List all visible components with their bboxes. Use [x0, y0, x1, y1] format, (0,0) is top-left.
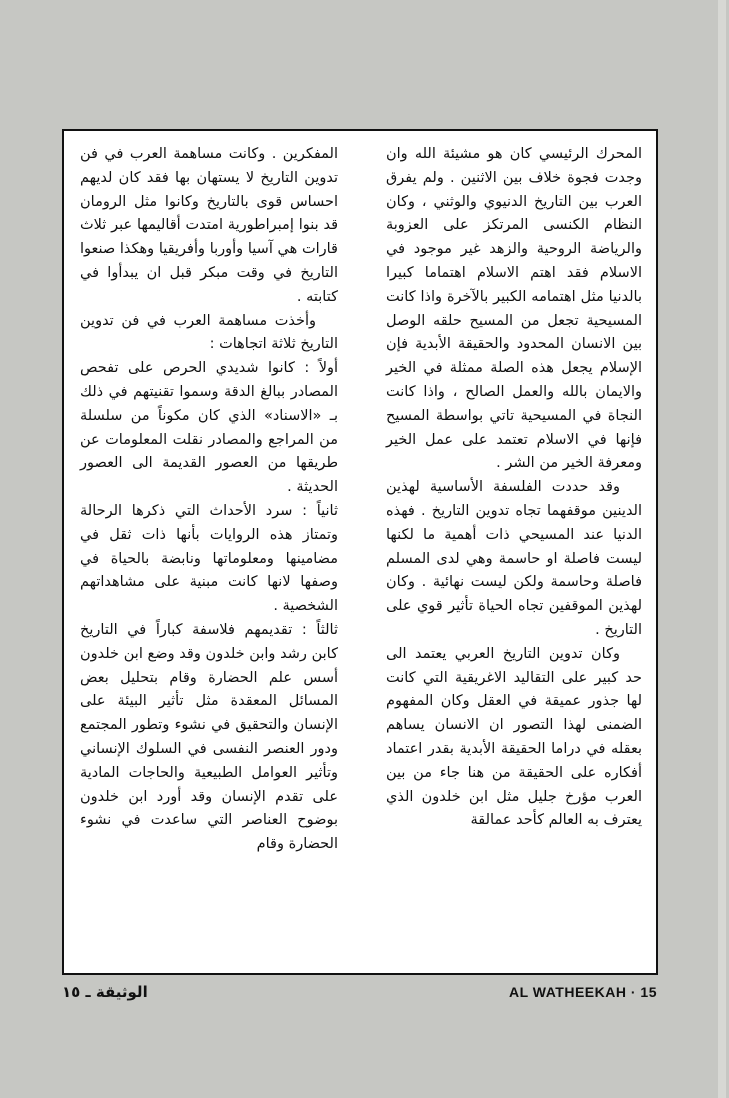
paragraph: وكان تدوين التاريخ العربي يعتمد الى حد كبير على التقاليد الاغريقية التي كانت لها جذور عميقة في العقل وكان المفهوم الضمنى لهذا التصور ان الانسان يساهم بعقله في دراما الحقيقة الأبدية بقدر اعتماد أفكاره على الحقيقة من هنا جاء من بين العرب مؤرخ جليل مثل ابن خلدون الذي يعترف به العالم كأحد عمالقة — [386, 645, 642, 829]
paragraph: وقد حددت الفلسفة الأساسية لهذين الدينين موقفهما تجاه تدوين التاريخ . فهذه الدنيا عند المسيحي ذات أهمية ما لكنها ليست فاصلة او حاسمة وهي لدى المسلم فاصلة وحاسمة ولكن ليست نهائية . وكان لهذين الموقفين تجاه الحياة تأثير قوي على التاريخ . — [386, 479, 642, 638]
paragraph: المفكرين . وكانت مساهمة العرب في فن تدوين التاريخ لا يستهان بها فقد كان لديهم احساس قوى بالتاريخ وكانوا مثل الرومان قد بنوا إمبراطورية امتدت أقاليمها عبر ثلاث قارات هي آسيا وأوربا وأفريقيا وهكذا صنعوا التاريخ في وقت مبكر قبل ان يبدأوا في كتابته . — [80, 146, 338, 305]
article-frame — [62, 129, 658, 975]
paragraph: ثانياً : سرد الأحداث التي ذكرها الرحالة وتمتاز هذه الروايات بأنها ذات ثقل في مضامينها ومعلوماتها ونابضة بالحياة في وصفها لانها كانت مبنية على مشاهداتهم الشخصية . — [80, 502, 338, 615]
page-edge-shade — [718, 0, 726, 1098]
paragraph: وأخذت مساهمة العرب في فن تدوين التاريخ ثلاثة اتجاهات : — [80, 312, 338, 353]
article-column-right — [386, 143, 642, 833]
paragraph: ثالثاً : تقديمهم فلاسفة كباراً في التاريخ كابن رشد وابن خلدون وقد وضع ابن خلدون أسس علم الحضارة وقام بتحليل بعض المسائل المعقدة مثل تأثير البيئة على الإنسان والتحقيق في نشوء وتطور المجتمع ودور العنصر النفسى في السلوك الإنساني وتأثير العوامل الطبيعية والحاجات المادية على تقدم الإنسان وقد أورد ابن خلدون بوضوح العناصر التي ساعدت في نشوء الحضارة وقام — [80, 621, 338, 853]
paragraph: المحرك الرئيسي كان هو مشيئة الله وان وجدت فجوة خلاف بين الاثنين . ولم يفرق العرب بين التاريخ الدنيوي والوثني ، وكان النظام الكنسى المرتكز على العزوبة والرياضة الروحية والزهد غير موجود في الاسلام فقد اهتم الاسلام اهتماما كبيرا بالدنيا مثل اهتمامه الكبير بالآخرة واذا كانت المسيحية تجعل من المسيح حلقه الوصل بين الانسان المحدود والحقيقة الأبدية فإن الإسلام يجعل هذه الصلة ممثلة في الخير والايمان بالله والعمل الصالح ، واذا كانت النجاة في المسيحية تاتي بواسطة المسيح فإنها في الاسلام تعتمد على عمل الخير ومعرفة الخير من الشر . — [386, 146, 642, 472]
article-column-left — [80, 143, 338, 857]
paragraph: أولاً : كانوا شديدي الحرص على تفحص المصادر ببالغ الدقة وسموا تقنيتهم في ذلك بـ «الاسناد» الذي كان مكوناً من سلسلة من المراجع والمصادر نقلت المعلومات عن طريقها من العصور القديمة الى العصور الحديثة . — [80, 360, 338, 496]
footer-magazine-title: AL WATHEEKAH · 15 — [509, 984, 657, 1000]
footer-page-number-arabic: الوثيقة ـ ١٥ — [62, 983, 148, 1001]
